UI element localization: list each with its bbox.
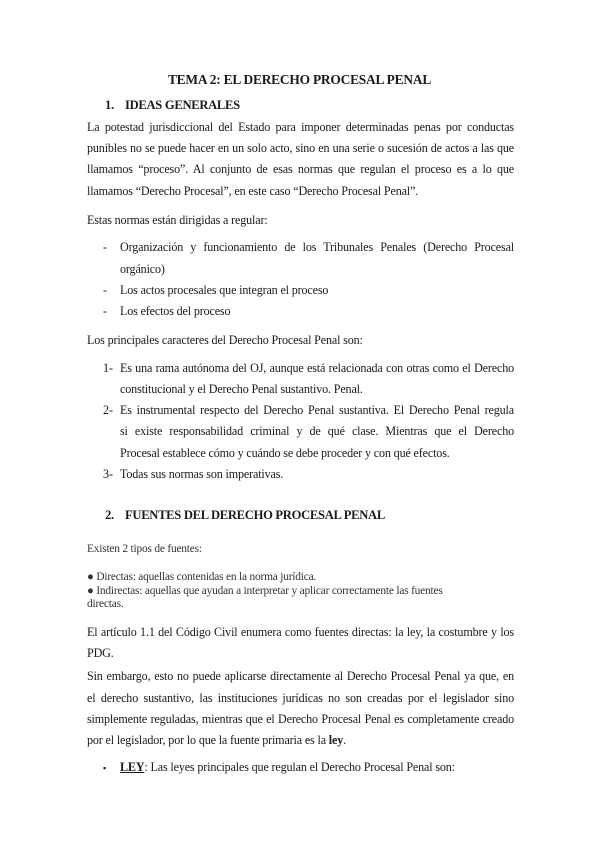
square-bullet-icon: ▪ — [103, 763, 107, 773]
para2: Estas normas están dirigidas a regular: — [87, 213, 268, 227]
dash-item-line: Los efectos del proceso — [120, 304, 231, 318]
para1-line: llamamos “proceso”. Al conjunto de esas normas que regulan el proceso es a lo que — [87, 162, 514, 176]
explanation-line: el derecho sustantivo, las instituciones jurídicas no son creadas por el legislador sino — [87, 691, 514, 705]
bullet-item — [87, 571, 316, 583]
document-title: TEMA 2: EL DERECHO PROCESAL PENAL — [167, 72, 432, 87]
dash-item-line: Organización y funcionamiento de los Tribunales Penales (Derecho Procesal — [120, 240, 514, 254]
ley-text: : Las leyes principales que regulan el Derecho Procesal Penal son: — [144, 760, 455, 774]
para3: Los principales caracteres del Derecho Procesal Penal son: — [87, 333, 363, 347]
section-1-heading — [105, 98, 240, 113]
bullet-text: Indirectas: aquellas que ayudan a interpretar y aplicar correctamente las fuentes — [96, 585, 443, 597]
num-marker: 3- — [103, 467, 114, 481]
ley-item — [120, 760, 455, 775]
explanation-line: Sin embargo, esto no puede aplicarse directamente al Derecho Procesal Penal ya que, en — [87, 669, 514, 683]
bullet-marker: ● — [87, 585, 94, 597]
article-para-line: El artículo 1.1 del Código Civil enumera como fuentes directas: la ley, la costumbre y los — [87, 625, 514, 639]
num-item-line: si existe responsabilidad criminal y de qué clase. Mientras que el Derecho — [120, 424, 514, 438]
num-item-line: Todas sus normas son imperativas. — [120, 467, 284, 481]
explanation-period: . — [343, 733, 346, 747]
num-item-line: constitucional y el Derecho Penal sustantivo. Penal. — [120, 382, 363, 396]
section-2-title: FUENTES DEL DERECHO PROCESAL PENAL — [125, 508, 385, 522]
bullet-text-continuation: directas. — [87, 598, 124, 610]
section-1-number: 1. — [105, 98, 114, 112]
dash-marker: - — [103, 304, 108, 318]
explanation-line-last — [87, 733, 346, 748]
dash-item-line: orgánico) — [120, 262, 165, 276]
num-item-line: Es una rama autónoma del OJ, aunque está relacionada con otras como el Derecho — [120, 361, 514, 375]
num-item-line: Procesal establece cómo y cuándo se debe proceder y con qué efectos. — [120, 446, 450, 460]
explanation-text: por el legislador, por lo que la fuente primaria es la — [87, 733, 329, 747]
bullet-item — [87, 585, 443, 597]
bullet-marker: ● — [87, 571, 94, 583]
ley-label: LEY — [120, 760, 145, 774]
ley-bold: ley — [328, 733, 344, 747]
para1-line: punibles no se puede hacer en un solo acto, sino en una serie o sucesión de actos a las que — [87, 141, 514, 155]
section-1-title: IDEAS GENERALES — [125, 98, 240, 112]
explanation-line: simplemente reguladas, mientras que el Derecho Procesal Penal es completamente creado — [87, 712, 514, 726]
dash-marker: - — [103, 283, 108, 297]
para1-line: La potestad jurisdiccional del Estado para imponer determinadas penas por conductas — [87, 120, 514, 134]
num-marker: 1- — [103, 361, 114, 375]
dash-marker: - — [103, 240, 108, 254]
section-2-number: 2. — [105, 508, 114, 522]
num-item-line: Es instrumental respecto del Derecho Penal sustantiva. El Derecho Penal regula — [120, 403, 514, 417]
bullet-text: Directas: aquellas contenidas en la norma jurídica. — [96, 571, 317, 583]
dash-item-line: Los actos procesales que integran el proceso — [120, 283, 329, 297]
article-para-line: PDG. — [87, 646, 114, 660]
num-marker: 2- — [103, 403, 114, 417]
section-2-heading — [105, 508, 385, 523]
para1-line: llamamos “Derecho Procesal”, en este caso “Derecho Procesal Penal”. — [87, 184, 419, 198]
sources-intro: Existen 2 tipos de fuentes: — [87, 543, 202, 555]
